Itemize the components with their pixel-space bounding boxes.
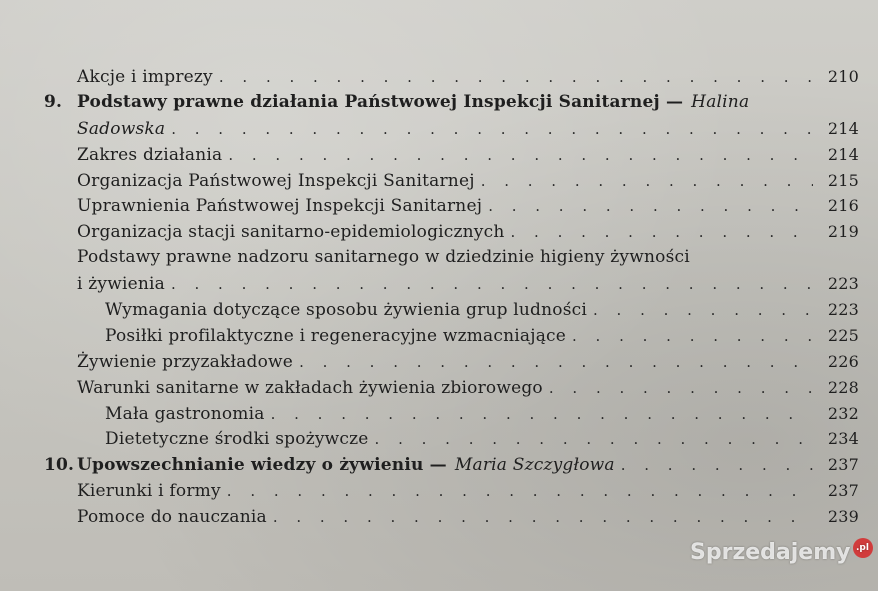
section-number: 9. <box>44 91 63 112</box>
toc-entry-label: Akcje i imprezy <box>77 67 213 87</box>
toc-entry <box>44 271 859 297</box>
toc-entry-label: Posiłki profilaktyczne i regeneracyjne wzmacniające <box>105 325 567 346</box>
section-author-continued: Sadowska <box>77 118 166 139</box>
toc-entry-label: Organizacja Państwowej Inspekcji Sanitarnej <box>77 170 475 191</box>
dot-leader <box>171 117 813 143</box>
toc-entry-page: 234 <box>827 429 859 449</box>
toc-entry-label: Wymagania dotyczące sposobu żywienia grup ludności <box>105 300 587 321</box>
toc-entry <box>44 193 859 219</box>
toc-entry <box>44 375 859 401</box>
dot-leader <box>488 194 813 220</box>
toc-entry-page: 214 <box>827 144 859 164</box>
dot-leader <box>572 324 813 350</box>
toc-entry-page: 226 <box>827 351 859 371</box>
toc-entry <box>44 219 859 245</box>
toc-entry <box>44 142 859 168</box>
dot-leader <box>481 169 813 195</box>
toc-entry-page: 210 <box>827 67 859 86</box>
toc-entry-page: 225 <box>827 325 859 345</box>
dot-leader <box>593 298 813 324</box>
toc-subentry <box>44 426 859 452</box>
toc-section-heading <box>44 452 859 478</box>
table-of-contents <box>44 64 859 530</box>
toc-entry-label: Mała gastronomia <box>105 403 265 424</box>
toc-entry-page: 216 <box>827 196 859 216</box>
toc-entry <box>44 349 859 375</box>
toc-entry-label: Kierunki i formy <box>77 481 221 502</box>
section-author: Halina <box>691 91 750 112</box>
toc-entry-page: 232 <box>827 403 859 423</box>
toc-entry <box>44 168 859 194</box>
toc-entry-label: Uprawnienia Państwowej Inspekcji Sanitarnej <box>77 196 483 217</box>
toc-entry-page: 237 <box>827 481 859 501</box>
toc-entry-label: Pomoce do nauczania <box>77 507 267 528</box>
toc-section-heading <box>44 90 859 116</box>
toc-entry-label: Organizacja stacji sanitarno-epidemiologicznych <box>77 222 505 243</box>
toc-entry <box>44 116 859 142</box>
dot-leader <box>621 453 813 479</box>
toc-entry-page: 223 <box>827 300 859 320</box>
toc-subentry <box>44 323 859 349</box>
toc-entry-page: 237 <box>827 455 859 475</box>
watermark-badge: .pl <box>853 538 873 558</box>
dot-leader <box>171 272 813 298</box>
dot-leader <box>271 402 813 428</box>
watermark-text: Sprzedajemy <box>690 540 851 565</box>
toc-entry-page: 214 <box>827 118 859 138</box>
toc-entry-label: Zakres działania <box>77 144 223 165</box>
toc-entry <box>44 504 859 530</box>
toc-subentry <box>44 401 859 427</box>
dot-leader <box>549 376 813 402</box>
toc-entry-label: Podstawy prawne nadzoru sanitarnego w dziedzinie higieny żywności <box>77 247 690 268</box>
toc-entry-page: 219 <box>827 222 859 242</box>
section-author: Maria Szczygłowa <box>454 455 615 476</box>
toc-entry-label: Warunki sanitarne w zakładach żywienia zbiorowego <box>77 377 543 398</box>
toc-entry <box>44 64 859 90</box>
dot-leader <box>228 143 813 169</box>
dot-leader <box>219 65 813 91</box>
toc-entry-page: 215 <box>827 170 859 190</box>
toc-subentry <box>44 297 859 323</box>
toc-entry-page: 223 <box>827 274 859 294</box>
dot-leader <box>299 350 813 376</box>
toc-entry-page: 228 <box>827 377 859 397</box>
dot-leader <box>273 505 813 531</box>
section-title: Upowszechnianie wiedzy o żywieniu — <box>77 455 447 476</box>
toc-entry-page: 239 <box>827 507 859 527</box>
section-title: Podstawy prawne działania Państwowej Inspekcji Sanitarnej — <box>77 91 684 112</box>
toc-entry-label: Dietetyczne środki spożywcze <box>105 429 369 450</box>
toc-entry <box>44 245 859 271</box>
dot-leader <box>227 479 813 505</box>
section-number: 10. <box>44 455 75 476</box>
dot-leader <box>375 427 813 453</box>
dot-leader <box>511 220 814 246</box>
toc-entry <box>44 478 859 504</box>
watermark-logo <box>690 540 873 565</box>
toc-entry-label: i żywienia <box>77 274 165 295</box>
toc-entry-label: Żywienie przyzakładowe <box>77 351 294 372</box>
